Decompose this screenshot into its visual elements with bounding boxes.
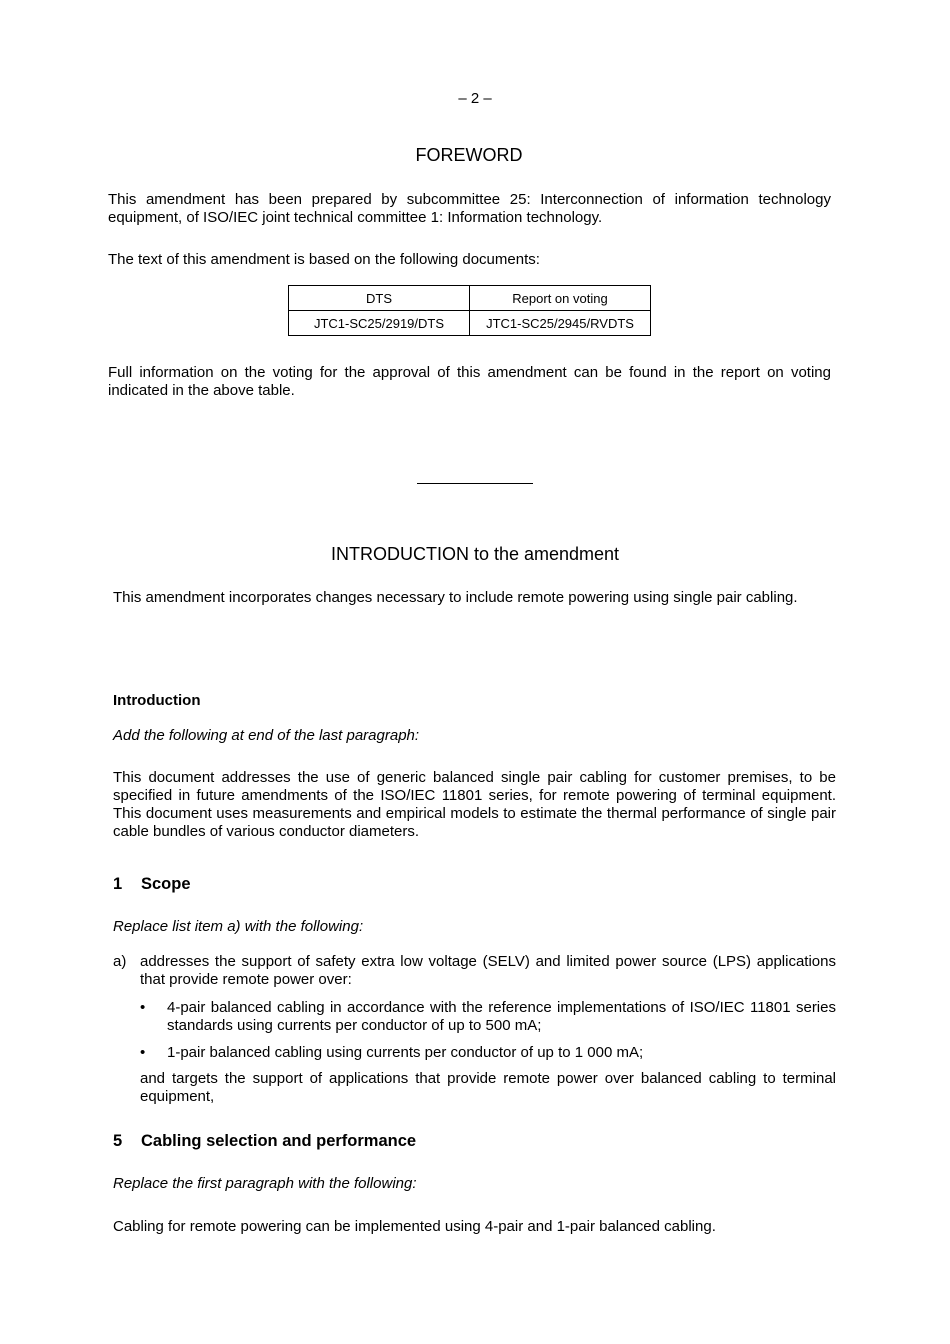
introduction-amendment-paragraph: This amendment incorporates changes necessary to include remote powering using single pair cabling. <box>113 589 798 606</box>
cabling-instruction: Replace the first paragraph with the following: <box>113 1175 417 1192</box>
cabling-heading <box>113 1132 416 1151</box>
scope-bullet-text-2: 1-pair balanced cabling using currents per conductor of up to 1 000 mA; <box>167 1044 644 1061</box>
scope-bullet-text-1: 4-pair balanced cabling in accordance with the reference implementations of ISO/IEC 11801 series standards using currents per conductor of up to 500 mA; <box>167 999 836 1034</box>
table-header-dts: DTS <box>289 286 470 311</box>
scope-bullet-item <box>140 999 836 1035</box>
scope-title: Scope <box>141 875 191 893</box>
table-cell-report: JTC1-SC25/2945/RVDTS <box>470 311 651 336</box>
foreword-paragraph-2: The text of this amendment is based on the following documents: <box>108 251 540 268</box>
introduction-amendment-title: INTRODUCTION to the amendment <box>330 544 620 564</box>
table-row <box>289 311 651 336</box>
table-header-report: Report on voting <box>470 286 651 311</box>
scope-instruction: Replace list item a) with the following: <box>113 918 364 935</box>
table-header-row <box>289 286 651 311</box>
section-divider <box>417 483 533 484</box>
bullet-symbol: • <box>140 1044 146 1061</box>
scope-item-label: a) <box>113 953 127 970</box>
cabling-paragraph: Cabling for remote powering can be implemented using 4-pair and 1-pair balanced cabling. <box>113 1218 716 1235</box>
scope-heading <box>113 875 191 894</box>
page-number: – 2 – <box>458 90 492 107</box>
introduction-paragraph: This document addresses the use of generic balanced single pair cabling for customer premises, to be specified in future amendments of the ISO/IEC 11801 series, for remote powering of terminal equipment. This document uses measurements and empirical models to estimate the thermal performance of single pair cable bundles of various conductor diameters. <box>113 769 836 840</box>
documents-table <box>288 285 651 336</box>
introduction-instruction: Add the following at end of the last paragraph: <box>113 727 420 744</box>
scope-item-text: addresses the support of safety extra low voltage (SELV) and limited power source (LPS) applications that provide remote power over: <box>140 953 836 988</box>
cabling-title: Cabling selection and performance <box>141 1132 417 1150</box>
foreword-title: FOREWORD <box>415 145 523 165</box>
cabling-number: 5 <box>113 1132 123 1150</box>
foreword-paragraph-1: This amendment has been prepared by subcommittee 25: Interconnection of information technology equipment, of ISO/IEC joint technical committee 1: Information technology. <box>108 191 831 226</box>
foreword-paragraph-3: Full information on the voting for the approval of this amendment can be found in the report on voting indicated in the above table. <box>108 364 831 399</box>
bullet-symbol: • <box>140 999 146 1016</box>
introduction-heading: Introduction <box>113 692 201 709</box>
table-cell-dts: JTC1-SC25/2919/DTS <box>289 311 470 336</box>
scope-trailing-text: and targets the support of applications that provide remote power over balanced cabling to terminal equipment, <box>140 1070 836 1105</box>
scope-number: 1 <box>113 875 123 893</box>
scope-bullet-item <box>140 1044 836 1062</box>
